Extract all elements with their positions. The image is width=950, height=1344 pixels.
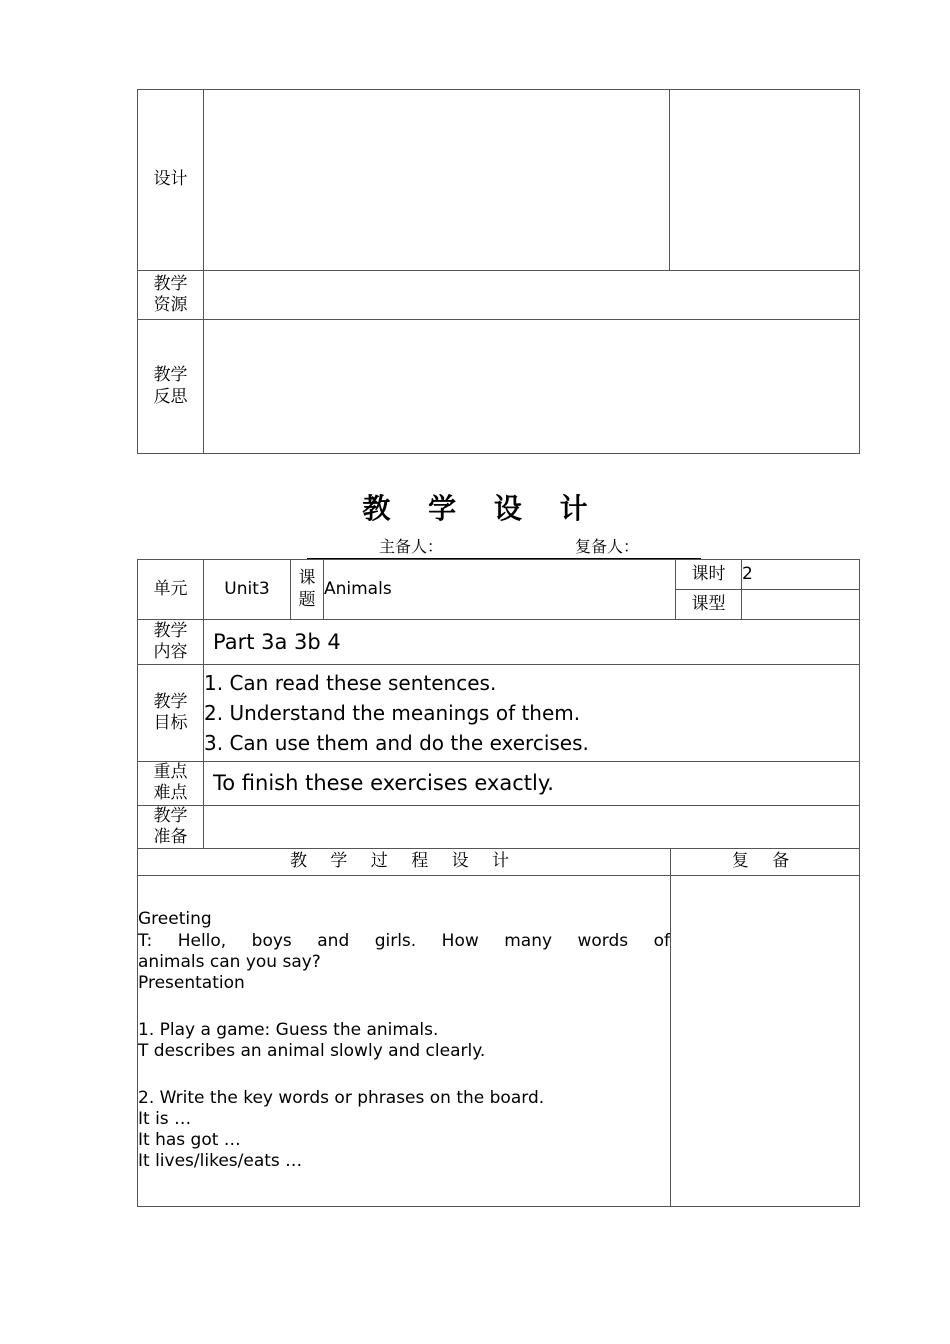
content-label-line1: 教学: [153, 620, 188, 641]
reviewer-label: 复备人：: [575, 537, 640, 556]
process-line: T: Hello, boys and girls. How many words of: [138, 930, 670, 951]
process-line: It has got …: [138, 1130, 241, 1151]
key-difficulty-value-cell[interactable]: [204, 762, 860, 806]
goal-item: 3. Can use them and do the exercises.: [204, 731, 589, 755]
key-label-line2: 难点: [153, 783, 188, 804]
period-type-value-cell[interactable]: [742, 590, 860, 620]
continued-design-table: [137, 89, 860, 454]
row-label-topic: [291, 560, 324, 620]
process-line: animals can you say?: [138, 951, 321, 972]
row-label-teaching-goals: [138, 665, 204, 762]
row-label-unit: [138, 560, 204, 620]
process-line: It lives/likes/eats …: [138, 1151, 303, 1172]
table-row-design: [138, 90, 860, 271]
goal-item: 2. Understand the meanings of them.: [204, 701, 581, 725]
teaching-prep-value-cell[interactable]: [204, 805, 860, 849]
table-row-process-body: [138, 876, 860, 1207]
lesson-info-table: [137, 559, 860, 849]
process-design-header-text: 教 学 过 程 设 计: [289, 851, 519, 872]
teaching-process-table: [137, 848, 860, 1207]
teaching-goals-value-cell[interactable]: [204, 665, 860, 762]
content-label-line2: 内容: [153, 642, 188, 662]
prep-label-line2: 准备: [153, 826, 188, 847]
table-row-teaching-reflection: [138, 320, 860, 454]
topic-value-text: Animals: [324, 578, 392, 599]
resources-label-line1: 教学: [153, 273, 188, 294]
unit-value-text: Unit3: [224, 578, 270, 599]
key-label-line1: 重点: [153, 762, 188, 782]
process-line: Greeting: [138, 909, 212, 930]
process-line-blank: [138, 994, 670, 1019]
period-type-label-text: 课型: [691, 593, 726, 614]
process-line-blank: [138, 1062, 670, 1087]
table-row-teaching-resources: [138, 271, 860, 320]
row-label-key-difficulty: [138, 762, 204, 806]
design-review-cell[interactable]: [670, 90, 860, 271]
unit-label-text: 单元: [153, 578, 188, 599]
row-label-design: [138, 90, 204, 271]
reflection-label-line1: 教学: [153, 365, 188, 386]
goals-label-line1: 教学: [153, 691, 188, 712]
row-label-period-type: [676, 590, 742, 620]
page-title-block: [0, 494, 950, 525]
period-count-label-text: 课时: [691, 563, 726, 584]
process-line: 2. Write the key words or phrases on the board.: [138, 1087, 545, 1108]
row-label-teaching-prep: [138, 805, 204, 849]
topic-label-line2: 题: [298, 589, 316, 610]
process-line: T describes an animal slowly and clearly.: [138, 1041, 486, 1061]
teaching-reflection-content-cell[interactable]: [204, 320, 860, 454]
preparer-label: 主备人：: [379, 537, 444, 556]
row-label-period-count: [676, 560, 742, 590]
goals-label-line2: 目标: [153, 713, 188, 733]
table-row-teaching-content: [138, 620, 860, 665]
topic-value-cell[interactable]: [324, 560, 676, 620]
process-review-header: [671, 849, 860, 876]
resources-label-line2: 资源: [153, 295, 188, 315]
teaching-content-value-cell[interactable]: [204, 620, 860, 665]
row-label-design-text: 设计: [153, 169, 188, 190]
table-row-unit: [138, 560, 860, 590]
page-title: 教 学 设 计: [362, 492, 602, 525]
teaching-resources-content-cell[interactable]: [204, 271, 860, 320]
process-review-header-text: 复 备: [731, 851, 799, 872]
period-count-value-text: 2: [742, 563, 753, 584]
process-design-body[interactable]: [138, 876, 671, 1207]
prep-label-line1: 教学: [153, 805, 188, 826]
goal-item: 1. Can read these sentences.: [204, 671, 497, 695]
period-count-value-cell[interactable]: [742, 560, 860, 590]
teaching-content-value-text: Part 3a 3b 4: [213, 629, 341, 654]
design-content-cell[interactable]: [204, 90, 670, 271]
byline: [307, 537, 701, 559]
process-line: Presentation: [138, 973, 245, 994]
topic-label-line1: 课: [298, 568, 316, 589]
reflection-label-line2: 反思: [153, 386, 188, 407]
process-line: 1. Play a game: Guess the animals.: [138, 1019, 439, 1040]
process-line: It is …: [138, 1108, 192, 1129]
key-difficulty-value-text: To finish these exercises exactly.: [213, 771, 554, 796]
unit-value-cell[interactable]: [204, 560, 291, 620]
table-row-teaching-goals: [138, 665, 860, 762]
process-design-header: [138, 849, 671, 876]
row-label-teaching-content: [138, 620, 204, 665]
process-review-body[interactable]: [671, 876, 860, 1207]
row-label-teaching-resources: [138, 271, 204, 320]
table-row-key-difficulty: [138, 762, 860, 806]
row-label-teaching-reflection: [138, 320, 204, 454]
table-row-teaching-prep: [138, 805, 860, 849]
table-row-process-header: [138, 849, 860, 876]
